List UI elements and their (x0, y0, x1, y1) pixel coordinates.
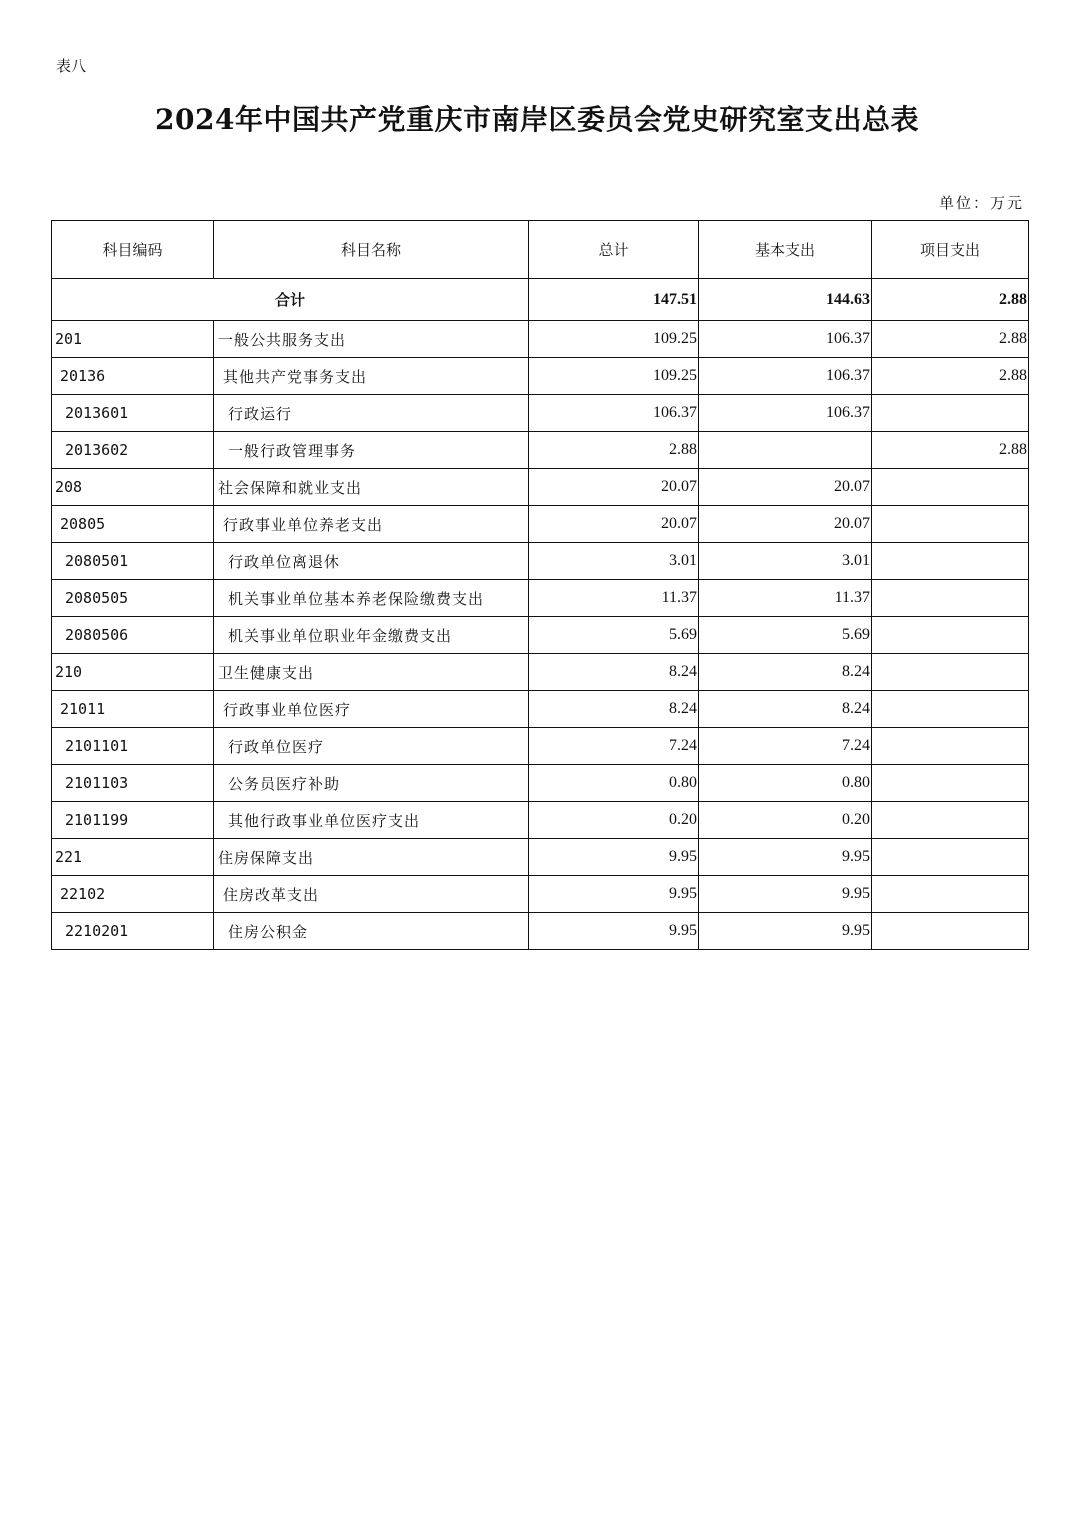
row-basic: 106.37 (699, 395, 872, 432)
table-row (52, 913, 1029, 950)
table-row (52, 543, 1029, 580)
row-project (872, 654, 1029, 691)
row-total: 106.37 (529, 395, 699, 432)
total-sum: 147.51 (529, 279, 699, 321)
row-total: 7.24 (529, 728, 699, 765)
table-row (52, 469, 1029, 506)
row-name: 一般公共服务支出 (214, 321, 529, 358)
row-basic: 11.37 (699, 580, 872, 617)
table-row (52, 580, 1029, 617)
row-code: 221 (52, 839, 214, 876)
row-basic: 106.37 (699, 321, 872, 358)
total-row (52, 279, 1029, 321)
table-row (52, 839, 1029, 876)
total-project: 2.88 (872, 279, 1029, 321)
row-basic: 3.01 (699, 543, 872, 580)
row-project: 2.88 (872, 432, 1029, 469)
row-total: 3.01 (529, 543, 699, 580)
row-project (872, 765, 1029, 802)
row-code: 208 (52, 469, 214, 506)
row-total: 5.69 (529, 617, 699, 654)
row-basic: 0.80 (699, 765, 872, 802)
row-project (872, 543, 1029, 580)
header-project: 项目支出 (872, 221, 1029, 279)
row-total: 9.95 (529, 913, 699, 950)
row-project (872, 506, 1029, 543)
row-code: 2013601 (52, 395, 214, 432)
table-row (52, 617, 1029, 654)
row-project (872, 691, 1029, 728)
row-name: 机关事业单位基本养老保险缴费支出 (214, 580, 529, 617)
table-row (52, 728, 1029, 765)
row-name: 一般行政管理事务 (214, 432, 529, 469)
row-basic: 0.20 (699, 802, 872, 839)
row-project: 2.88 (872, 321, 1029, 358)
row-name: 公务员医疗补助 (214, 765, 529, 802)
row-project (872, 913, 1029, 950)
row-total: 0.80 (529, 765, 699, 802)
row-project (872, 617, 1029, 654)
row-code: 20805 (52, 506, 214, 543)
row-total: 20.07 (529, 506, 699, 543)
row-total: 9.95 (529, 876, 699, 913)
table-row (52, 765, 1029, 802)
row-code: 2101103 (52, 765, 214, 802)
row-basic: 8.24 (699, 654, 872, 691)
row-total: 109.25 (529, 358, 699, 395)
row-project: 2.88 (872, 358, 1029, 395)
row-code: 21011 (52, 691, 214, 728)
row-basic: 7.24 (699, 728, 872, 765)
expenditure-table (51, 220, 1029, 950)
table-row (52, 654, 1029, 691)
row-code: 201 (52, 321, 214, 358)
row-basic (699, 432, 872, 469)
row-total: 0.20 (529, 802, 699, 839)
row-code: 2080501 (52, 543, 214, 580)
row-project (872, 580, 1029, 617)
row-name: 社会保障和就业支出 (214, 469, 529, 506)
row-basic: 20.07 (699, 469, 872, 506)
row-code: 2101199 (52, 802, 214, 839)
row-name: 卫生健康支出 (214, 654, 529, 691)
row-basic: 9.95 (699, 839, 872, 876)
row-total: 2.88 (529, 432, 699, 469)
row-total: 8.24 (529, 654, 699, 691)
row-name: 行政运行 (214, 395, 529, 432)
row-name: 其他共产党事务支出 (214, 358, 529, 395)
row-basic: 8.24 (699, 691, 872, 728)
row-name: 行政事业单位医疗 (214, 691, 529, 728)
unit-label: 单位：万元 (938, 194, 1024, 212)
row-name: 住房改革支出 (214, 876, 529, 913)
row-project (872, 728, 1029, 765)
row-code: 2101101 (52, 728, 214, 765)
row-code: 2080506 (52, 617, 214, 654)
row-code: 2013602 (52, 432, 214, 469)
row-basic: 106.37 (699, 358, 872, 395)
row-total: 8.24 (529, 691, 699, 728)
table-row (52, 691, 1029, 728)
total-label: 合计 (52, 279, 529, 321)
row-name: 行政单位医疗 (214, 728, 529, 765)
header-code: 科目编码 (52, 221, 214, 279)
row-code: 210 (52, 654, 214, 691)
header-basic: 基本支出 (699, 221, 872, 279)
row-name: 行政事业单位养老支出 (214, 506, 529, 543)
row-basic: 9.95 (699, 876, 872, 913)
row-code: 20136 (52, 358, 214, 395)
header-total: 总计 (529, 221, 699, 279)
table-row (52, 876, 1029, 913)
row-name: 其他行政事业单位医疗支出 (214, 802, 529, 839)
table-header-row (52, 221, 1029, 279)
row-project (872, 395, 1029, 432)
row-basic: 9.95 (699, 913, 872, 950)
row-project (872, 469, 1029, 506)
table-row (52, 395, 1029, 432)
row-project (872, 802, 1029, 839)
row-name: 住房公积金 (214, 913, 529, 950)
row-project (872, 839, 1029, 876)
row-code: 2080505 (52, 580, 214, 617)
document-label: 表八 (56, 57, 87, 75)
row-basic: 5.69 (699, 617, 872, 654)
table-row (52, 321, 1029, 358)
row-name: 住房保障支出 (214, 839, 529, 876)
row-total: 20.07 (529, 469, 699, 506)
header-name: 科目名称 (214, 221, 529, 279)
row-name: 行政单位离退休 (214, 543, 529, 580)
table-row (52, 802, 1029, 839)
row-code: 2210201 (52, 913, 214, 950)
row-total: 109.25 (529, 321, 699, 358)
row-basic: 20.07 (699, 506, 872, 543)
row-name: 机关事业单位职业年金缴费支出 (214, 617, 529, 654)
row-code: 22102 (52, 876, 214, 913)
total-basic: 144.63 (699, 279, 872, 321)
page-title: 2024年中国共产党重庆市南岸区委员会党史研究室支出总表 (155, 103, 919, 136)
row-total: 9.95 (529, 839, 699, 876)
table-row (52, 432, 1029, 469)
table-row (52, 358, 1029, 395)
row-total: 11.37 (529, 580, 699, 617)
table-row (52, 506, 1029, 543)
row-project (872, 876, 1029, 913)
